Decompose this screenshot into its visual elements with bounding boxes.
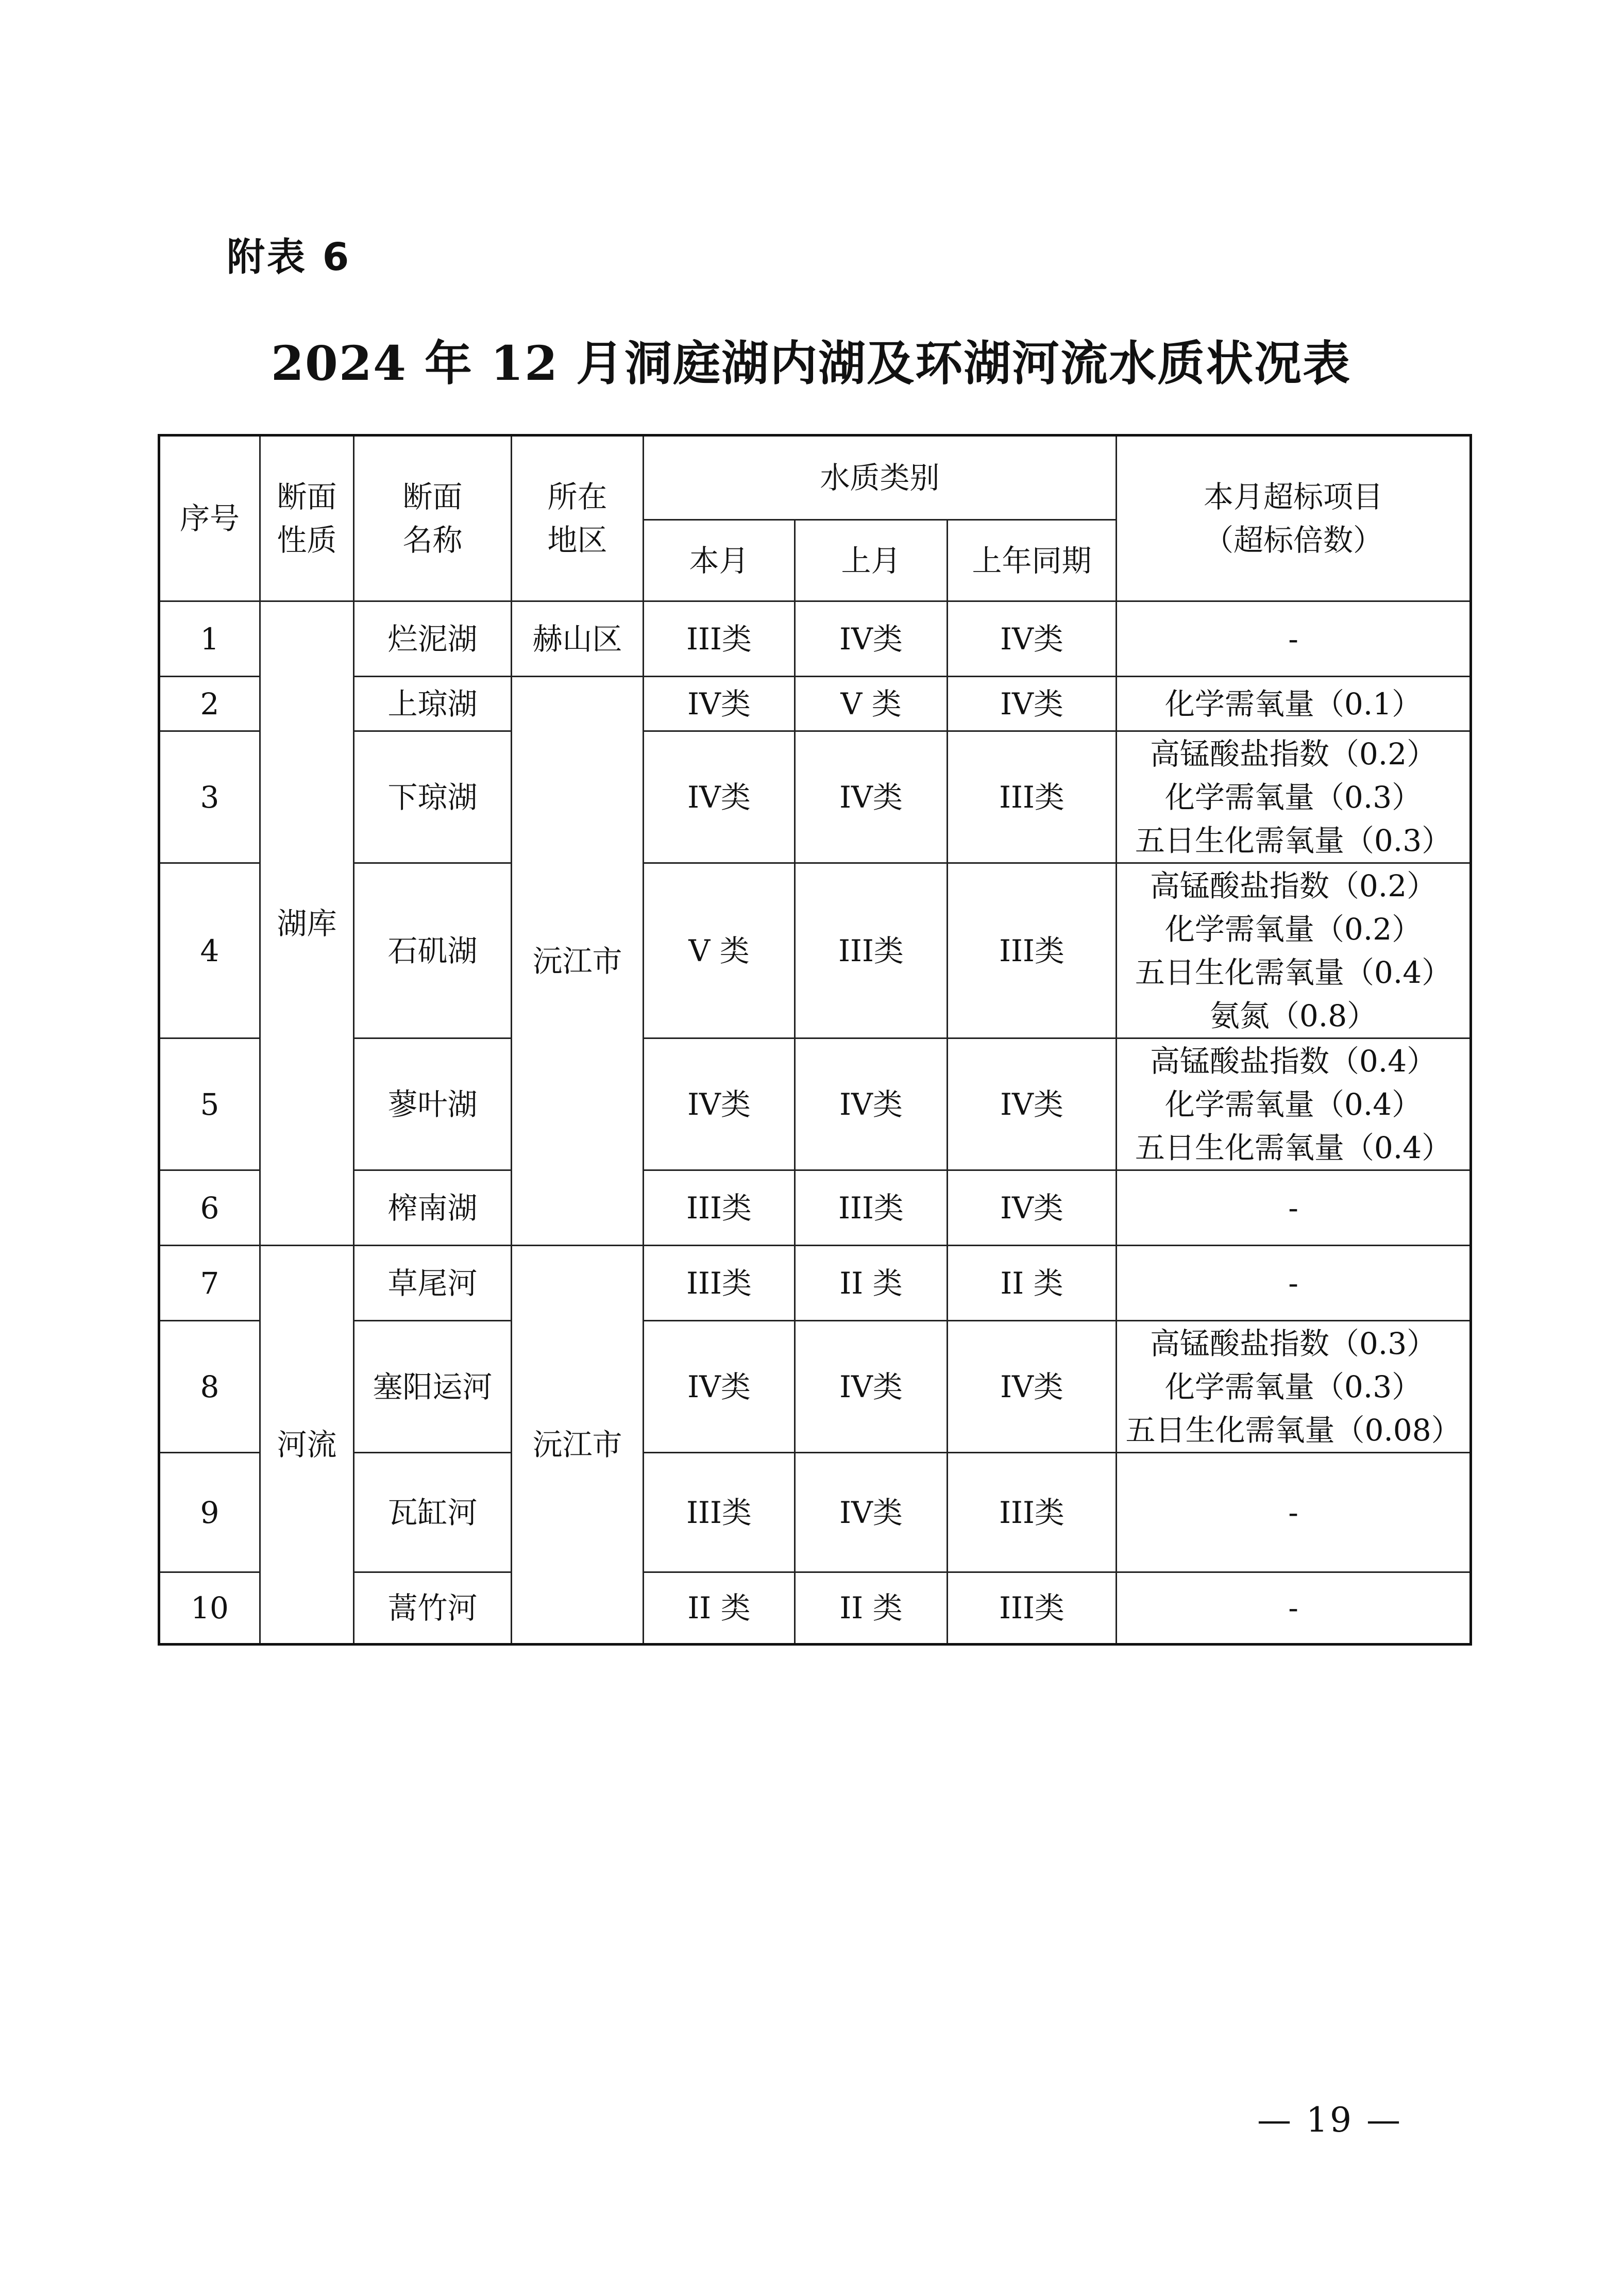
exceed-item: - — [1288, 1590, 1298, 1625]
exceed-item: - — [1288, 621, 1298, 657]
cell-region-yuanjiang: 沅江市 — [512, 677, 644, 1246]
header-section-nature — [260, 435, 354, 601]
cell-last-year: IV类 — [948, 601, 1117, 677]
cell-last-year: III类 — [948, 863, 1117, 1038]
cell-name: 蓼叶湖 — [354, 1038, 512, 1170]
cell-this-month: III类 — [644, 1170, 795, 1246]
exceed-item: 化学需氧量（0.3） — [1164, 779, 1422, 815]
cell-last-month: IV类 — [795, 1038, 948, 1170]
exceed-item: 五日生化需氧量（0.08） — [1125, 1412, 1461, 1448]
cell-this-month: V 类 — [644, 863, 795, 1038]
exceed-item: - — [1288, 1495, 1298, 1530]
cell-name: 烂泥湖 — [354, 601, 512, 677]
cell-seq: 5 — [159, 1038, 260, 1170]
cell-last-year: III类 — [948, 1572, 1117, 1645]
cell-exceed — [1117, 863, 1471, 1038]
exceed-item: 化学需氧量（0.4） — [1164, 1086, 1422, 1122]
table-row — [159, 677, 1471, 731]
header-exceed-line1: 本月超标项目 — [1204, 479, 1383, 514]
header-this-month: 本月 — [644, 520, 795, 601]
header-exceed — [1117, 435, 1471, 601]
table-row — [159, 1246, 1471, 1321]
cell-seq: 4 — [159, 863, 260, 1038]
exceed-item: 五日生化需氧量（0.4） — [1135, 1130, 1452, 1165]
cell-last-month: IV类 — [795, 601, 948, 677]
cell-seq: 10 — [159, 1572, 260, 1645]
cell-last-year: II 类 — [948, 1246, 1117, 1321]
header-region-line1: 所在 — [547, 479, 607, 514]
table-row — [159, 863, 1471, 1038]
cell-last-month: V 类 — [795, 677, 948, 731]
cell-this-month: II 类 — [644, 1572, 795, 1645]
table-row — [159, 1170, 1471, 1246]
cell-last-month: III类 — [795, 1170, 948, 1246]
page-title: 2024 年 12 月洞庭湖内湖及环湖河流水质状况表 — [271, 336, 1351, 391]
cell-this-month: III类 — [644, 1246, 795, 1321]
cell-seq: 2 — [159, 677, 260, 731]
cell-name: 草尾河 — [354, 1246, 512, 1321]
exceed-item: 化学需氧量（0.1） — [1164, 686, 1422, 722]
cell-this-month: IV类 — [644, 1321, 795, 1453]
cell-name: 蒿竹河 — [354, 1572, 512, 1645]
cell-region-yuanjiang: 沅江市 — [512, 1246, 644, 1645]
exceed-item: 氨氮（0.8） — [1209, 998, 1377, 1033]
cell-seq: 1 — [159, 601, 260, 677]
cell-this-month: IV类 — [644, 1038, 795, 1170]
appendix-label: 附表 6 — [227, 235, 351, 279]
header-region — [512, 435, 644, 601]
cell-last-year: IV类 — [948, 1170, 1117, 1246]
exceed-item: 高锰酸盐指数（0.2） — [1150, 868, 1437, 903]
header-quality: 水质类别 — [644, 435, 1117, 520]
cell-last-year: IV类 — [948, 1321, 1117, 1453]
table-row — [159, 1453, 1471, 1572]
header-region-line2: 地区 — [547, 523, 607, 558]
header-section-nature-line1: 断面 — [277, 479, 337, 514]
cell-this-month: III类 — [644, 601, 795, 677]
cell-last-month: II 类 — [795, 1246, 948, 1321]
cell-exceed — [1117, 1038, 1471, 1170]
exceed-item: 高锰酸盐指数（0.4） — [1150, 1043, 1437, 1079]
cell-region-heshan: 赫山区 — [512, 601, 644, 677]
cell-this-month: III类 — [644, 1453, 795, 1572]
header-seq: 序号 — [159, 435, 260, 601]
cell-exceed — [1117, 677, 1471, 731]
cell-last-month: II 类 — [795, 1572, 948, 1645]
cell-name: 下琼湖 — [354, 731, 512, 863]
cell-exceed — [1117, 1572, 1471, 1645]
table-row — [159, 601, 1471, 677]
header-last-month: 上月 — [795, 520, 948, 601]
cell-exceed — [1117, 1246, 1471, 1321]
cell-seq: 9 — [159, 1453, 260, 1572]
exceed-item: 五日生化需氧量（0.3） — [1135, 823, 1452, 858]
cell-exceed — [1117, 1321, 1471, 1453]
header-section-name-line2: 名称 — [402, 523, 463, 558]
cell-nature-lake: 湖库 — [260, 601, 354, 1246]
table-row — [159, 1572, 1471, 1645]
page-number: — 19 — — [1257, 2100, 1403, 2140]
cell-last-month: IV类 — [795, 731, 948, 863]
exceed-item: - — [1288, 1265, 1298, 1301]
cell-last-year: III类 — [948, 1453, 1117, 1572]
header-section-nature-line2: 性质 — [277, 523, 337, 558]
cell-last-year: IV类 — [948, 677, 1117, 731]
header-exceed-line2: （超标倍数） — [1204, 523, 1383, 558]
table-row — [159, 1321, 1471, 1453]
cell-this-month: IV类 — [644, 677, 795, 731]
cell-last-year: IV类 — [948, 1038, 1117, 1170]
cell-seq: 7 — [159, 1246, 260, 1321]
cell-last-year: III类 — [948, 731, 1117, 863]
cell-exceed — [1117, 1453, 1471, 1572]
cell-seq: 8 — [159, 1321, 260, 1453]
header-section-name-line1: 断面 — [402, 479, 463, 514]
exceed-item: - — [1288, 1190, 1298, 1226]
cell-exceed — [1117, 1170, 1471, 1246]
cell-last-month: IV类 — [795, 1321, 948, 1453]
exceed-item: 化学需氧量（0.3） — [1164, 1369, 1422, 1404]
cell-this-month: IV类 — [644, 731, 795, 863]
exceed-item: 高锰酸盐指数（0.2） — [1150, 736, 1437, 772]
cell-name: 塞阳运河 — [354, 1321, 512, 1453]
water-quality-table — [158, 434, 1472, 1646]
header-section-name — [354, 435, 512, 601]
header-last-year: 上年同期 — [948, 520, 1117, 601]
table-row — [159, 731, 1471, 863]
exceed-item: 化学需氧量（0.2） — [1164, 911, 1422, 947]
table-row — [159, 1038, 1471, 1170]
cell-name: 瓦缸河 — [354, 1453, 512, 1572]
cell-exceed — [1117, 601, 1471, 677]
cell-last-month: IV类 — [795, 1453, 948, 1572]
cell-seq: 3 — [159, 731, 260, 863]
cell-name: 上琼湖 — [354, 677, 512, 731]
cell-name: 榨南湖 — [354, 1170, 512, 1246]
exceed-item: 高锰酸盐指数（0.3） — [1150, 1326, 1437, 1361]
cell-last-month: III类 — [795, 863, 948, 1038]
exceed-item: 五日生化需氧量（0.4） — [1135, 954, 1452, 990]
cell-seq: 6 — [159, 1170, 260, 1246]
cell-exceed — [1117, 731, 1471, 863]
cell-name: 石矶湖 — [354, 863, 512, 1038]
cell-nature-river: 河流 — [260, 1246, 354, 1645]
